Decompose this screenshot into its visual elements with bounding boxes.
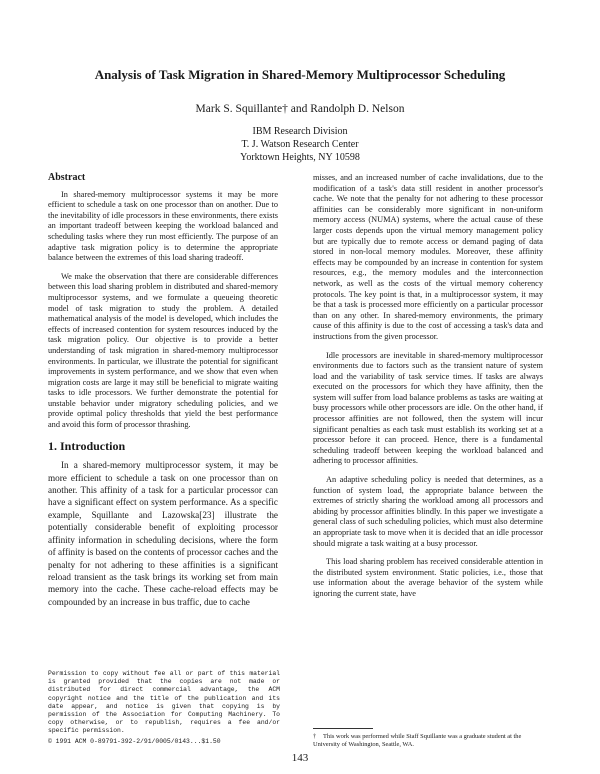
affiliation-line: IBM Research Division	[252, 126, 348, 137]
abstract-paragraph: In shared-memory multiprocessor systems it may be more efficient to schedule a task on one processor than on another. Due to the inevitability of idle processors in these environments, there exists an important tradeoff between keeping the workload balanced and scheduling tasks where they run most efficiently. The purpose of an adaptive task migration policy is to determine the appropriate balance between the extremes of this load sharing tradeoff.	[48, 189, 278, 263]
paper-authors: Mark S. Squillante† and Randolph D. Nelson	[195, 103, 405, 115]
introduction-body	[48, 459, 278, 608]
affiliation-line: Yorktown Heights, NY 10598	[240, 152, 360, 163]
abstract-heading: Abstract	[48, 172, 86, 183]
abstract-paragraph: We make the observation that there are considerable differences between this load sharing problem in distributed and shared-memory multiprocessor systems, and we formulate a queueing theoretic model of task migration to study the problem. A detailed mathematical analysis of the model is developed, which includes the effects of increased contention for system resources induced by the task migration policy. Our objective is to provide a better understanding of task migration in shared-memory multiprocessor environments. In particular, we illustrate the potential for significant improvements in system performance, and we show that even when migration costs are large it may still be beneficial to migrate waiting tasks to idle processors. We further demonstrate the potential for unstable behavior under migratory scheduling policies, and we provide optimal policy thresholds that yield the best performance and avoid this form of processor thrashing.	[48, 271, 278, 430]
copyright-line: © 1991 ACM 0-89791-392-2/91/0005/0143...$1.50	[48, 737, 221, 745]
right-column	[313, 173, 543, 608]
author-affiliation	[0, 125, 600, 164]
footnote-rule	[313, 728, 373, 729]
paper-title: Analysis of Task Migration in Shared-Memory Multiprocessor Scheduling	[94, 67, 506, 82]
section-heading-introduction: 1. Introduction	[48, 438, 126, 453]
body-paragraph: An adaptive scheduling policy is needed that determines, as a function of system load, the appropriate balance between the extremes of strictly sharing the workload among all processors and abiding by processor affinities blindly. In this paper we investigate a general class of such scheduling policies, which must also determine an appropriate task to move when it is decided that an idle processor should migrate a task waiting at a busy processor.	[313, 475, 543, 548]
permission-notice	[48, 670, 280, 746]
footnote-mark: †	[313, 733, 317, 740]
body-paragraph: This load sharing problem has received considerable attention in the distributed system environment. Static policies, i.e., those that use information about the average behavior of the system while ignoring the current state, have	[313, 557, 543, 598]
permission-text: Permission to copy without fee all or part of this material is granted provided that the copies are not made or distributed for direct commercial advantage, the ACM copyright notice and the title of the publication and its date appear, and notice is given that copying is by permission of the Association for Computing Machinery. To copy otherwise, or to republish, requires a fee and/or specific permission.	[48, 670, 280, 735]
body-paragraph: Idle processors are inevitable in shared-memory multiprocessor environments due to factors such as the transient nature of system load and the variability of task service times. If tasks are always executed on the processors for which they have affinity, then the system will suffer from load balance problems as tasks are waiting at busy processors while other processors are idle. On the other hand, if processor affinities are not followed, then the system will incur significant penalties as each task must establish its working set at a processor before it can proceed. Hence, there is a fundamental scheduling tradeoff between keeping the workload balanced and adhering to processor affinities.	[313, 350, 543, 466]
introduction-paragraph: In a shared-memory multiprocessor system, it may be more efficient to schedule a task on one processor than on another. This affinity of a task for a particular processor can have a significant effect on system performance. As a specific example, Squillante and Lazowska[23] illustrate the potentially considerable benefit of exploiting processor affinity information in scheduling decisions, where the form of affinity is based on the contents of processor caches and the penalty for not adhering to these affinities is a significant reload transient as the task brings its working set from main memory into the cache. These cache-reload effects may be compounded by an increase in bus traffic, due to cache	[48, 460, 278, 607]
affiliation-line: T. J. Watson Research Center	[241, 139, 359, 150]
page-number: 143	[291, 752, 309, 764]
footnote	[313, 733, 549, 749]
footnote-text: This work was performed while Staff Squillante was a graduate student at the University of Washington, Seattle, WA.	[313, 733, 522, 748]
body-paragraph: misses, and an increased number of cache invalidations, due to the modification of a task's data still resident in another processor's cache. We note that the penalty for not adhering to these processor affinities can be considerably more significant in non-uniform memory access (NUMA) systems, where the actual cause of these larger costs depends upon the virtual memory management policy but are typically due to remote access or demand paging of data stored in non-local memory modules. Moreover, these affinity effects may be compounded by an increase in contention for system resources, e.g., the memory modules and the interconnection network, as well as the costs of the virtual memory coherency protocols. The key point is that, in a multiprocessor system, it may be that a task is processed more efficiently on a particular processor than on any other. In shared-memory environments, the primary cause of this affinity is due to the cost of accessing a task's data and instructions from the given processor.	[313, 173, 543, 341]
left-column	[48, 173, 278, 616]
